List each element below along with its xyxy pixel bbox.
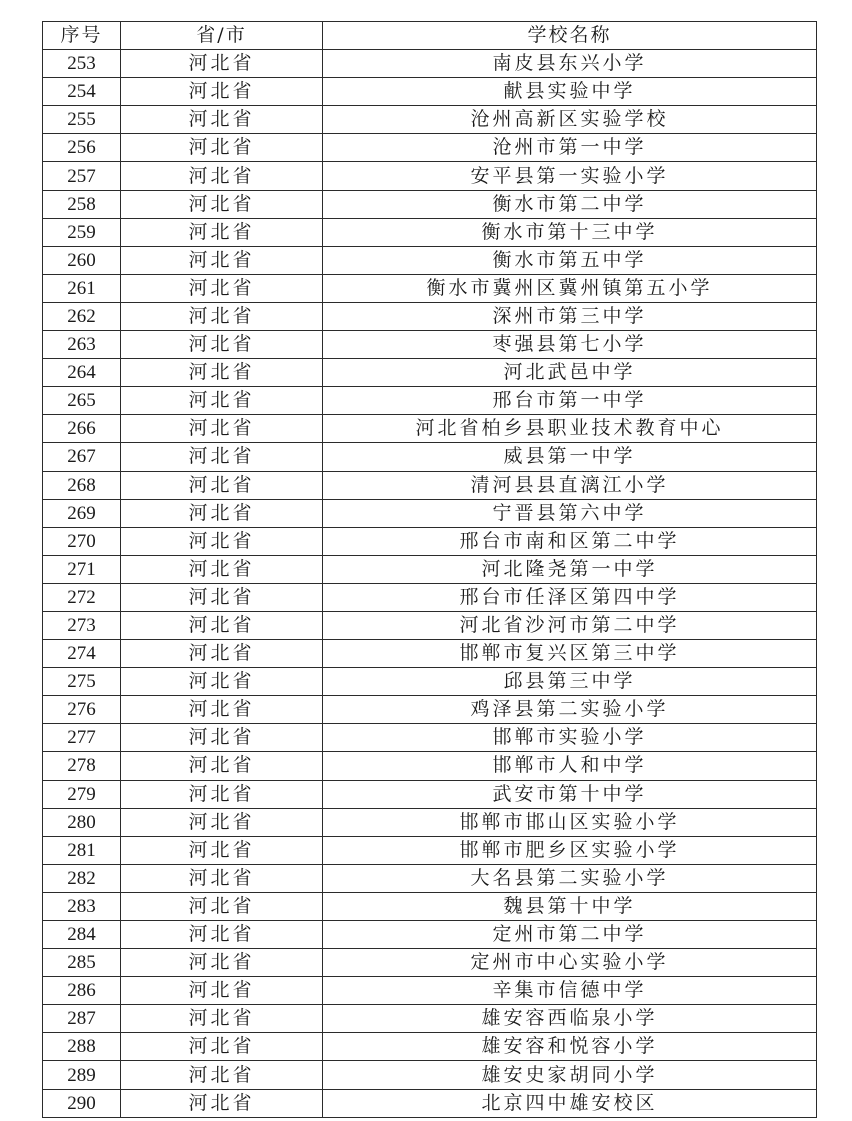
school-name-cell: 定州市中心实验小学 — [323, 949, 817, 977]
table-row — [43, 724, 817, 752]
table-row — [43, 527, 817, 555]
province-cell: 河北省 — [121, 387, 323, 415]
serial-number-cell: 287 — [43, 1005, 121, 1033]
school-name-cell: 邢台市南和区第二中学 — [323, 527, 817, 555]
table-row — [43, 302, 817, 330]
serial-number-cell: 257 — [43, 162, 121, 190]
header-serial-number: 序号 — [43, 22, 121, 50]
school-name-cell: 枣强县第七小学 — [323, 331, 817, 359]
province-cell: 河北省 — [121, 471, 323, 499]
school-name-cell: 雄安容和悦容小学 — [323, 1033, 817, 1061]
province-cell: 河北省 — [121, 640, 323, 668]
school-name-cell: 辛集市信德中学 — [323, 977, 817, 1005]
serial-number-cell: 261 — [43, 274, 121, 302]
serial-number-cell: 273 — [43, 611, 121, 639]
table-row — [43, 359, 817, 387]
table-row — [43, 780, 817, 808]
table-row — [43, 696, 817, 724]
province-cell: 河北省 — [121, 246, 323, 274]
school-name-cell: 河北省沙河市第二中学 — [323, 611, 817, 639]
serial-number-cell: 266 — [43, 415, 121, 443]
table-header — [43, 22, 817, 50]
serial-number-cell: 279 — [43, 780, 121, 808]
table-row — [43, 331, 817, 359]
school-name-cell: 邯郸市肥乡区实验小学 — [323, 836, 817, 864]
serial-number-cell: 258 — [43, 190, 121, 218]
province-cell: 河北省 — [121, 359, 323, 387]
school-name-cell: 北京四中雄安校区 — [323, 1089, 817, 1117]
province-cell: 河北省 — [121, 190, 323, 218]
table-row — [43, 611, 817, 639]
table-row — [43, 583, 817, 611]
province-cell: 河北省 — [121, 949, 323, 977]
school-name-cell: 邱县第三中学 — [323, 668, 817, 696]
school-name-cell: 河北武邑中学 — [323, 359, 817, 387]
school-name-cell: 河北省柏乡县职业技术教育中心 — [323, 415, 817, 443]
table-row — [43, 471, 817, 499]
table-row — [43, 668, 817, 696]
school-name-cell: 威县第一中学 — [323, 443, 817, 471]
table-row — [43, 921, 817, 949]
serial-number-cell: 276 — [43, 696, 121, 724]
table-row — [43, 162, 817, 190]
table-row — [43, 836, 817, 864]
table-row — [43, 555, 817, 583]
school-name-cell: 献县实验中学 — [323, 78, 817, 106]
province-cell: 河北省 — [121, 808, 323, 836]
serial-number-cell: 271 — [43, 555, 121, 583]
serial-number-cell: 283 — [43, 892, 121, 920]
school-list-table-container — [42, 21, 816, 1118]
serial-number-cell: 275 — [43, 668, 121, 696]
table-row — [43, 752, 817, 780]
table-row — [43, 808, 817, 836]
header-province: 省/市 — [121, 22, 323, 50]
province-cell: 河北省 — [121, 724, 323, 752]
province-cell: 河北省 — [121, 555, 323, 583]
serial-number-cell: 253 — [43, 50, 121, 78]
serial-number-cell: 282 — [43, 864, 121, 892]
province-cell: 河北省 — [121, 1033, 323, 1061]
school-name-cell: 定州市第二中学 — [323, 921, 817, 949]
province-cell: 河北省 — [121, 134, 323, 162]
school-name-cell: 邢台市任泽区第四中学 — [323, 583, 817, 611]
serial-number-cell: 278 — [43, 752, 121, 780]
province-cell: 河北省 — [121, 415, 323, 443]
province-cell: 河北省 — [121, 78, 323, 106]
serial-number-cell: 265 — [43, 387, 121, 415]
table-row — [43, 415, 817, 443]
school-name-cell: 大名县第二实验小学 — [323, 864, 817, 892]
table-row — [43, 218, 817, 246]
table-row — [43, 640, 817, 668]
province-cell: 河北省 — [121, 752, 323, 780]
school-name-cell: 邯郸市邯山区实验小学 — [323, 808, 817, 836]
serial-number-cell: 284 — [43, 921, 121, 949]
serial-number-cell: 270 — [43, 527, 121, 555]
school-name-cell: 南皮县东兴小学 — [323, 50, 817, 78]
header-school-name: 学校名称 — [323, 22, 817, 50]
serial-number-cell: 285 — [43, 949, 121, 977]
table-row — [43, 50, 817, 78]
province-cell: 河北省 — [121, 921, 323, 949]
school-name-cell: 武安市第十中学 — [323, 780, 817, 808]
school-name-cell: 邯郸市复兴区第三中学 — [323, 640, 817, 668]
table-row — [43, 1005, 817, 1033]
serial-number-cell: 280 — [43, 808, 121, 836]
serial-number-cell: 260 — [43, 246, 121, 274]
school-name-cell: 魏县第十中学 — [323, 892, 817, 920]
table-row — [43, 246, 817, 274]
serial-number-cell: 263 — [43, 331, 121, 359]
school-list-table — [42, 21, 817, 1118]
school-name-cell: 雄安史家胡同小学 — [323, 1061, 817, 1089]
serial-number-cell: 255 — [43, 106, 121, 134]
serial-number-cell: 274 — [43, 640, 121, 668]
header-row — [43, 22, 817, 50]
table-row — [43, 274, 817, 302]
table-row — [43, 864, 817, 892]
province-cell: 河北省 — [121, 977, 323, 1005]
serial-number-cell: 268 — [43, 471, 121, 499]
school-name-cell: 河北隆尧第一中学 — [323, 555, 817, 583]
province-cell: 河北省 — [121, 1005, 323, 1033]
table-row — [43, 106, 817, 134]
serial-number-cell: 289 — [43, 1061, 121, 1089]
province-cell: 河北省 — [121, 583, 323, 611]
school-name-cell: 鸡泽县第二实验小学 — [323, 696, 817, 724]
serial-number-cell: 254 — [43, 78, 121, 106]
serial-number-cell: 264 — [43, 359, 121, 387]
province-cell: 河北省 — [121, 527, 323, 555]
table-row — [43, 443, 817, 471]
province-cell: 河北省 — [121, 668, 323, 696]
table-row — [43, 190, 817, 218]
school-name-cell: 沧州高新区实验学校 — [323, 106, 817, 134]
school-name-cell: 邯郸市人和中学 — [323, 752, 817, 780]
province-cell: 河北省 — [121, 780, 323, 808]
table-row — [43, 949, 817, 977]
province-cell: 河北省 — [121, 162, 323, 190]
school-name-cell: 清河县县直漓江小学 — [323, 471, 817, 499]
province-cell: 河北省 — [121, 836, 323, 864]
table-row — [43, 78, 817, 106]
table-row — [43, 134, 817, 162]
province-cell: 河北省 — [121, 1061, 323, 1089]
school-name-cell: 雄安容西临泉小学 — [323, 1005, 817, 1033]
serial-number-cell: 277 — [43, 724, 121, 752]
province-cell: 河北省 — [121, 611, 323, 639]
table-row — [43, 1033, 817, 1061]
province-cell: 河北省 — [121, 274, 323, 302]
serial-number-cell: 290 — [43, 1089, 121, 1117]
table-row — [43, 499, 817, 527]
serial-number-cell: 262 — [43, 302, 121, 330]
province-cell: 河北省 — [121, 696, 323, 724]
school-name-cell: 邯郸市实验小学 — [323, 724, 817, 752]
province-cell: 河北省 — [121, 302, 323, 330]
table-body — [43, 50, 817, 1118]
school-name-cell: 衡水市第五中学 — [323, 246, 817, 274]
table-row — [43, 892, 817, 920]
province-cell: 河北省 — [121, 864, 323, 892]
province-cell: 河北省 — [121, 218, 323, 246]
school-name-cell: 安平县第一实验小学 — [323, 162, 817, 190]
serial-number-cell: 267 — [43, 443, 121, 471]
province-cell: 河北省 — [121, 106, 323, 134]
school-name-cell: 衡水市第二中学 — [323, 190, 817, 218]
table-row — [43, 1061, 817, 1089]
serial-number-cell: 256 — [43, 134, 121, 162]
province-cell: 河北省 — [121, 1089, 323, 1117]
province-cell: 河北省 — [121, 892, 323, 920]
serial-number-cell: 286 — [43, 977, 121, 1005]
serial-number-cell: 259 — [43, 218, 121, 246]
serial-number-cell: 288 — [43, 1033, 121, 1061]
province-cell: 河北省 — [121, 50, 323, 78]
serial-number-cell: 272 — [43, 583, 121, 611]
table-row — [43, 977, 817, 1005]
province-cell: 河北省 — [121, 499, 323, 527]
school-name-cell: 宁晋县第六中学 — [323, 499, 817, 527]
school-name-cell: 邢台市第一中学 — [323, 387, 817, 415]
school-name-cell: 深州市第三中学 — [323, 302, 817, 330]
table-row — [43, 1089, 817, 1117]
school-name-cell: 衡水市冀州区冀州镇第五小学 — [323, 274, 817, 302]
province-cell: 河北省 — [121, 331, 323, 359]
serial-number-cell: 269 — [43, 499, 121, 527]
school-name-cell: 沧州市第一中学 — [323, 134, 817, 162]
table-row — [43, 387, 817, 415]
province-cell: 河北省 — [121, 443, 323, 471]
school-name-cell: 衡水市第十三中学 — [323, 218, 817, 246]
serial-number-cell: 281 — [43, 836, 121, 864]
